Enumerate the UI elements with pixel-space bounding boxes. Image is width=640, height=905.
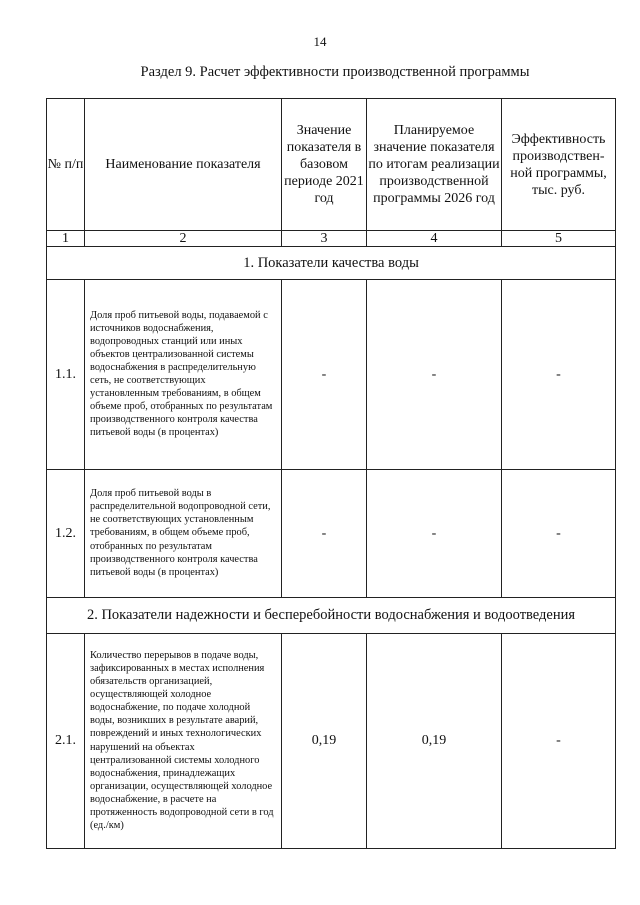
row-number: 1.2. xyxy=(47,470,85,598)
section-title: Раздел 9. Расчет эффективности производственной программы xyxy=(140,64,530,80)
page-number: 14 xyxy=(313,34,327,49)
efficiency-value: - xyxy=(502,634,616,849)
column-number: 5 xyxy=(502,231,616,247)
column-number: 2 xyxy=(85,231,282,247)
indicator-name: Доля проб питьевой воды, подаваемой с источников водоснабжения, водопроводных станций или иных объектов централизованной системы водоснабжения в распределительную сеть, не соответствующих установленным требованиям, в общем объеме проб, отобранных по результатам производственного контроля качества питьевой воды (в процентах) xyxy=(85,280,282,470)
table-row xyxy=(47,280,616,470)
table-row xyxy=(47,634,616,849)
group-header-row xyxy=(47,598,616,634)
base-value: - xyxy=(282,470,367,598)
efficiency-table xyxy=(46,98,616,849)
header-efficiency: Эффективность производствен-ной программы, тыс. руб. xyxy=(502,99,616,231)
column-number-row xyxy=(47,231,616,247)
row-number: 1.1. xyxy=(47,280,85,470)
header-base: Значение показателя в базовом периоде 2021 год xyxy=(282,99,367,231)
header-planned: Планируемое значение показателя по итогам реализации производственной программы 2026 год xyxy=(367,99,502,231)
table-row xyxy=(47,470,616,598)
planned-value: 0,19 xyxy=(367,634,502,849)
table-header-row xyxy=(47,99,616,231)
row-number: 2.1. xyxy=(47,634,85,849)
efficiency-value: - xyxy=(502,280,616,470)
efficiency-value: - xyxy=(502,470,616,598)
column-number: 4 xyxy=(367,231,502,247)
group-title: 1. Показатели качества воды xyxy=(47,247,616,280)
indicator-name: Количество перерывов в подаче воды, зафиксированных в местах исполнения обязательств организацией, осуществляющей холодное водоснабжение, по подаче холодной воды, возникших в результате аварий, повреждений и иных технологических нарушений на объектах централизованной системы холодного водоснабжения, принадлежащих организации, осуществляющей холодное водоснабжение, в расчете на протяженность водопроводной сети в год (ед./км) xyxy=(85,634,282,849)
base-value: - xyxy=(282,280,367,470)
indicator-name: Доля проб питьевой воды в распределительной водопроводной сети, не соответствующих установленным требованиям, в общем объеме проб, отобранных по результатам производственного контроля качества питьевой воды (в процентах) xyxy=(85,470,282,598)
base-value: 0,19 xyxy=(282,634,367,849)
header-name: Наименование показателя xyxy=(85,99,282,231)
planned-value: - xyxy=(367,280,502,470)
column-number: 3 xyxy=(282,231,367,247)
group-title: 2. Показатели надежности и бесперебойности водоснабжения и водоотведения xyxy=(47,598,616,634)
header-num: № п/п xyxy=(47,99,85,231)
group-header-row xyxy=(47,247,616,280)
planned-value: - xyxy=(367,470,502,598)
column-number: 1 xyxy=(47,231,85,247)
